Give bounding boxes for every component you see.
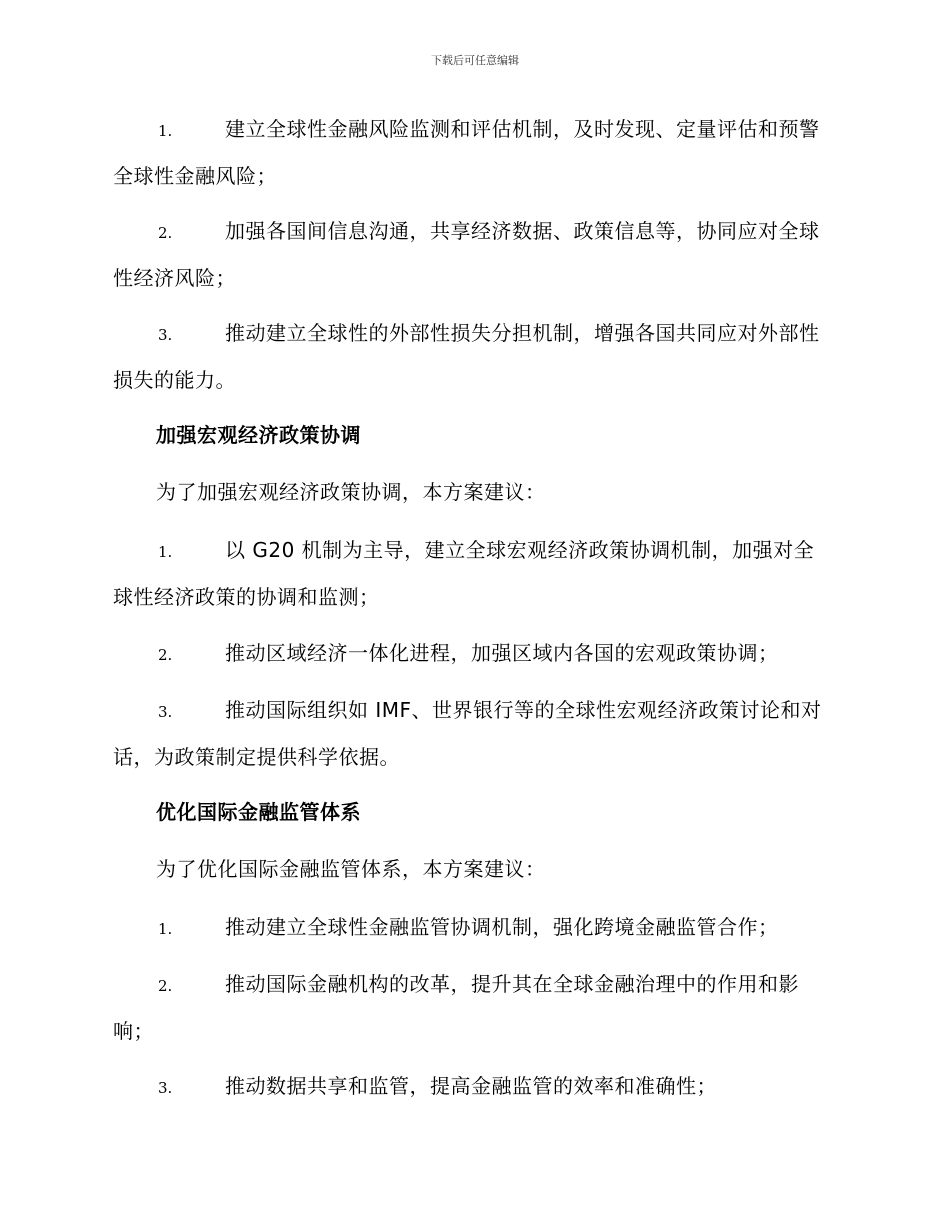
list-item	[113, 209, 833, 301]
section-intro: 为了优化国际金融监管体系，本方案建议：	[156, 857, 546, 881]
list-item-number: 1.	[158, 543, 173, 561]
list-item-text: 建立全球性金融风险监测和评估机制，及时发现、定量评估和预警全球性金融风险；	[113, 117, 820, 188]
section-heading: 加强宏观经济政策协调	[156, 423, 361, 447]
list-item-number: 2.	[158, 977, 173, 995]
list-item	[113, 905, 833, 952]
list-item-text: 推动国际金融机构的改革，提升其在全球金融治理中的作用和影响；	[113, 972, 799, 1043]
list-item-text: 以 G20 机制为主导，建立全球宏观经济政策协调机制，加强对全球性经济政策的协调和监测；	[113, 538, 815, 609]
section-intro: 为了加强宏观经济政策协调，本方案建议：	[156, 480, 546, 504]
list-item-text: 加强各国间信息沟通，共享经济数据、政策信息等，协同应对全球性经济风险；	[113, 219, 820, 290]
list-item-text: 推动建立全球性的外部性损失分担机制，增强各国共同应对外部性损失的能力。	[113, 321, 820, 392]
page-header: 下载后可任意编辑	[431, 54, 519, 67]
list-item-number: 2.	[158, 224, 173, 242]
list-item-number: 2.	[158, 646, 173, 664]
list-item	[113, 962, 833, 1054]
list-item	[113, 688, 833, 780]
list-item-number: 1.	[158, 920, 173, 938]
list-item-number: 3.	[158, 1079, 173, 1097]
list-item-text: 推动数据共享和监管，提高金融监管的效率和准确性；	[225, 1074, 717, 1098]
list-item-text: 推动区域经济一体化进程，加强区域内各国的宏观政策协调；	[225, 641, 779, 665]
list-item-number: 1.	[158, 122, 173, 140]
section-heading: 优化国际金融监管体系	[156, 800, 361, 824]
list-item	[113, 631, 833, 678]
list-item	[113, 107, 833, 199]
list-item	[113, 311, 833, 403]
list-item-text: 推动国际组织如 IMF、世界银行等的全球性宏观经济政策讨论和对话，为政策制定提供科学依据。	[113, 698, 822, 769]
list-item-number: 3.	[158, 703, 173, 721]
list-item	[113, 528, 833, 620]
list-item	[113, 1064, 833, 1111]
list-item-number: 3.	[158, 326, 173, 344]
list-item-text: 推动建立全球性金融监管协调机制，强化跨境金融监管合作；	[225, 915, 779, 939]
